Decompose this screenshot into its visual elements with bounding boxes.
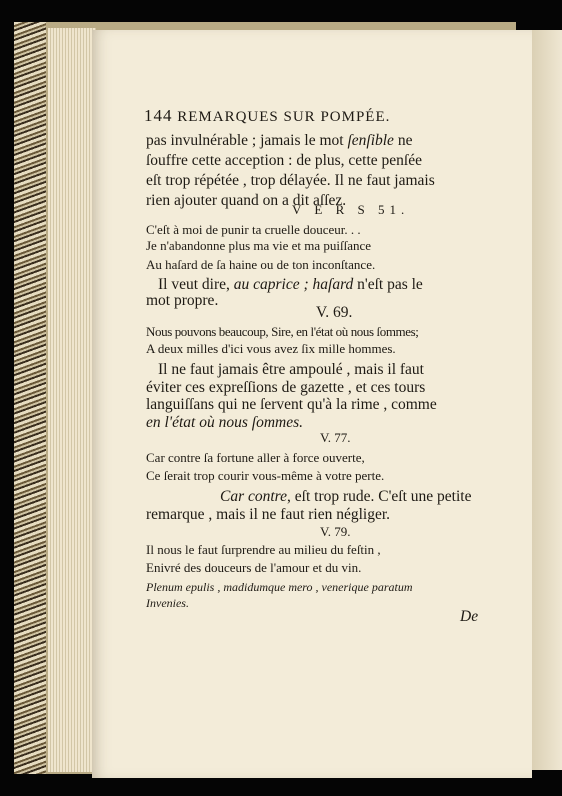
facing-page-edge (528, 30, 562, 770)
verse-line: Je n'abandonne plus ma vie et ma puiſſance (146, 238, 372, 253)
page-edges (48, 28, 96, 772)
text-line: pas invulnérable ; jamais le mot ſenſible ne (146, 132, 413, 149)
verse-heading: V. 77. (320, 430, 351, 445)
book-page (92, 30, 532, 778)
latin-quote-line: Plenum epulis , madidumque mero , venerique paratum (146, 580, 413, 594)
text-line: Car contre, eſt trop rude. C'eſt une petite (220, 488, 472, 505)
text-line: rien ajouter quand on a dit aſſez. (146, 192, 347, 209)
text-line: en l'état où nous ſommes. (146, 414, 304, 431)
text-line: ſouffre cette acception : de plus, cette penſée (146, 152, 422, 169)
verse-line: Car contre ſa fortune aller à force ouverte, (146, 450, 365, 465)
verse-line: C'eſt à moi de punir ta cruelle douceur. . . (146, 222, 361, 237)
catchword: De (460, 608, 479, 625)
latin-quote-line: Invenies. (146, 596, 189, 610)
verse-line: Enivré des douceurs de l'amour et du vin. (146, 560, 362, 575)
text-line: mot propre. (146, 292, 219, 309)
verse-line: Il nous le faut ſurprendre au milieu du feſtin , (146, 542, 381, 557)
verse-heading: V. 79. (320, 524, 351, 539)
running-header (144, 106, 390, 126)
running-title: REMARQUES SUR POMPÉE. (177, 109, 391, 125)
verse-heading: V E R S 51. (292, 202, 410, 217)
text-line: Il ne faut jamais être ampoulé , mais il faut (158, 361, 424, 378)
page-number: 144 (144, 106, 173, 125)
verse-heading: V. 69. (316, 304, 353, 321)
text-line: remarque , mais il ne faut rien négliger. (146, 506, 391, 523)
text-line: eſt trop répétée , trop délayée. Il ne faut jamais (146, 172, 435, 189)
text-line: Il veut dire, au caprice ; haſard n'eſt pas le (158, 276, 423, 293)
verse-line: Au haſard de ſa haine ou de ton inconſtance. (146, 257, 376, 272)
book-binding (14, 22, 50, 774)
text-line: languiſſans qui ne ſervent qu'à la rime , comme (146, 396, 437, 413)
verse-line: A deux milles d'ici vous avez ſix mille hommes. (146, 341, 396, 356)
verse-line: Ce ſerait trop courir vous-même à votre perte. (146, 468, 385, 483)
verse-line: Nous pouvons beaucoup, Sire, en l'état où nous ſommes; (146, 324, 419, 339)
text-line: éviter ces expreſſions de gazette , et ces tours (146, 379, 426, 396)
